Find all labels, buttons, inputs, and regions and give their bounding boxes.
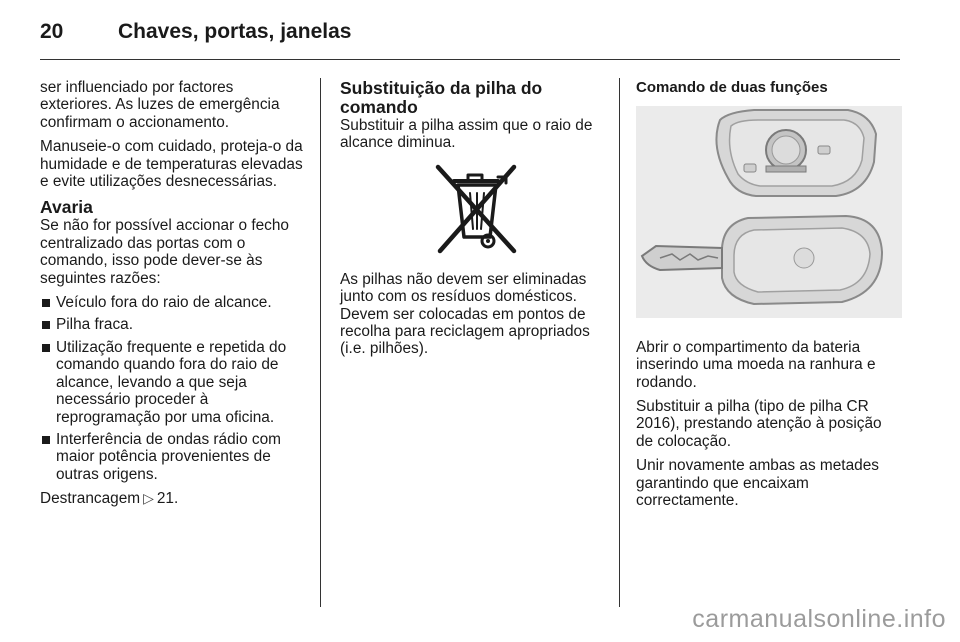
paragraph: Substituir a pilha assim que o raio de alcance diminua. (340, 117, 593, 152)
cross-reference[interactable] (40, 490, 308, 507)
remote-key-battery-illustration (636, 106, 902, 318)
bullet-list (40, 294, 308, 483)
bullet-square-icon (42, 436, 50, 444)
list-item-text: Pilha fraca. (56, 316, 133, 334)
page-number: 20 (40, 20, 64, 43)
column-middle (340, 79, 606, 365)
cross-reference-page: 21. (156, 490, 179, 508)
list-item (40, 316, 308, 333)
column-left (40, 79, 308, 515)
column-right (636, 79, 898, 516)
column-divider-left (320, 78, 321, 607)
chapter-title: Chaves, portas, janelas (118, 20, 352, 43)
section-heading-avaria: Avaria (40, 197, 93, 218)
paragraph: As pilhas não devem ser eliminadas junto com os resíduos domésticos. Devem ser colocadas em pontos de recolha para reciclagem apropriados (i.e. pilhões). (340, 270, 590, 358)
page-header (40, 20, 351, 50)
subsection-heading-two-function-remote: Comando de duas funções (636, 79, 828, 96)
bullet-square-icon (42, 299, 50, 307)
list-item-text: Utilização frequente e repetida do comando quando fora do raio de alcance, levando a que seja necessário proceder à reprogramação por uma oficina. (56, 338, 287, 426)
cross-reference-text: Destrancagem (40, 490, 141, 508)
paragraph: Manuseie-o com cuidado, proteja-o da humidade e de temperaturas elevadas e evite utilizações desnecessárias. (40, 138, 303, 191)
list-item (40, 294, 308, 311)
reference-arrow-icon: ▷ (143, 490, 154, 507)
paragraph: Unir novamente ambas as metades garantindo que encaixam correctamente. (636, 457, 879, 510)
list-item (40, 431, 308, 483)
recycling-figure (340, 159, 606, 259)
paragraph: ser influenciado por factores exteriores. As luzes de emergência confirmam o accionamento. (40, 79, 280, 131)
list-item-text: Interferência de ondas rádio com maior potência provenientes de outras origens. (56, 430, 282, 483)
column-divider-right (619, 78, 620, 607)
paragraph: Se não for possível accionar o fecho centralizado das portas com o comando, isso pode dever-se às seguintes razões: (40, 217, 289, 287)
paragraph: Substituir a pilha (tipo de pilha CR 2016), prestando atenção à posição de colocação. (636, 398, 882, 450)
header-rule (40, 59, 900, 60)
bullet-square-icon (42, 321, 50, 329)
bullet-square-icon (42, 344, 50, 352)
crossed-out-wheelie-bin-icon (418, 159, 528, 259)
watermark: carmanualsonline.info (692, 605, 946, 633)
section-heading-battery-replacement: Substituição da pilha do comando (340, 78, 543, 117)
list-item (40, 339, 308, 426)
list-item-text: Veículo fora do raio de alcance. (56, 294, 272, 312)
paragraph: Abrir o compartimento da bateria inserindo uma moeda na ranhura e rodando. (636, 338, 876, 391)
remote-key-figure (636, 106, 898, 322)
